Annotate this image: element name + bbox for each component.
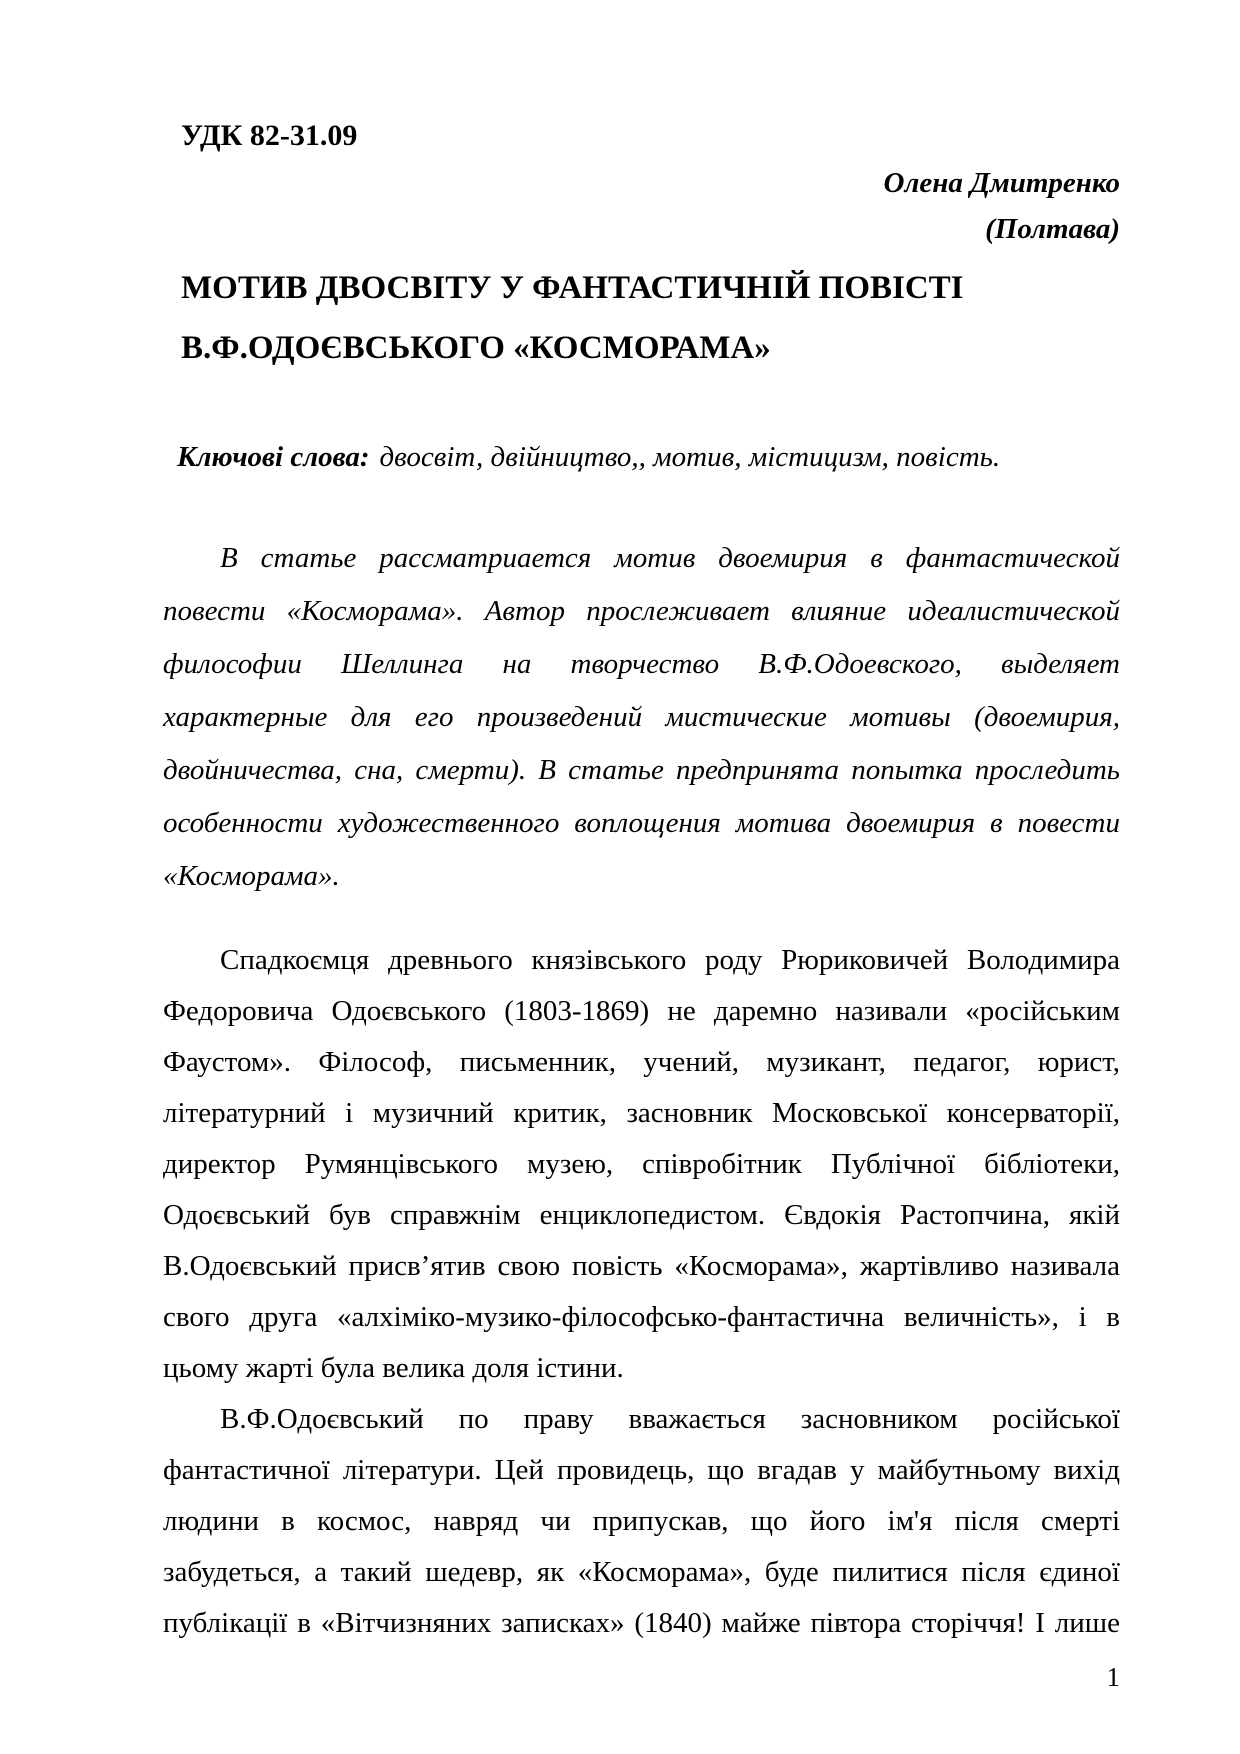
- abstract-paragraph: [163, 532, 1120, 903]
- text-line: публікації в «Вітчизняних записках» (1840) майже півтора сторіччя! І лише: [163, 1607, 1120, 1639]
- text-line: забудеться, а такий шедевр, як «Косморама», буде пилитися після єдиної: [163, 1556, 1120, 1588]
- keywords-text: двосвіт, двійництво,, мотив, містицизм, повість.: [379, 441, 1001, 473]
- text-line: літературний і музичний критик, засновник Московської консерваторії,: [163, 1097, 1120, 1129]
- keywords-line: [163, 434, 1120, 480]
- text-line: повести «Косморама». Автор прослеживает влияние идеалистической: [163, 595, 1120, 627]
- text-line: философии Шеллинга на творчество В.Ф.Одоевского, выделяет: [163, 648, 1120, 680]
- author-name: Олена Дмитренко: [883, 167, 1120, 199]
- text-line: людини в космос, навряд чи припускав, що його ім'я після смерті: [163, 1505, 1120, 1537]
- text-line: Спадкоємця древнього князівського роду Рюриковичей Володимира: [220, 944, 1120, 976]
- text-line: характерные для его произведений мистические мотивы (двоемирия,: [163, 701, 1120, 733]
- text-line: фантастичної літератури. Цей провидець, що вгадав у майбутньому вихід: [163, 1454, 1120, 1486]
- article-title-line-2: В.Ф.ОДОЄВСЬКОГО «КОСМОРАМА»: [181, 330, 771, 366]
- text-line: В статье рассматриается мотив двоемирия в фантастической: [220, 542, 1120, 574]
- text-line: В.Ф.Одоєвський по праву вважається засновником російської: [220, 1403, 1120, 1435]
- text-line: Одоєвський був справжнім енциклопедистом. Євдокія Растопчина, якій: [163, 1199, 1120, 1231]
- text-line: свого друга «алхіміко-музико-філософсько-фантастична величність», і в: [163, 1301, 1120, 1333]
- text-line: директор Румянцівського музею, співробітник Публічної бібліотеки,: [163, 1148, 1120, 1180]
- article-title: [163, 258, 1120, 378]
- article-title-line-1: МОТИВ ДВОСВІТУ У ФАНТАСТИЧНІЙ ПОВІСТІ: [181, 270, 964, 306]
- udc-code: УДК 82-31.09: [181, 119, 358, 152]
- text-line: двойничества, сна, смерти). В статье предпринята попытка проследить: [163, 754, 1120, 786]
- text-line: цьому жарті була велика доля істини.: [163, 1352, 624, 1384]
- author-city: (Полтава): [985, 213, 1120, 245]
- body-paragraph-2: [163, 1394, 1120, 1649]
- text-line: Фаустом». Філософ, письменник, учений, музикант, педагог, юрист,: [163, 1046, 1120, 1078]
- text-line: особенности художественного воплощения мотива двоемирия в повести: [163, 807, 1120, 839]
- text-line: «Косморама».: [163, 860, 340, 892]
- text-line: В.Одоєвський присв’ятив свою повість «Косморама», жартівливо називала: [163, 1250, 1120, 1282]
- text-line: Федоровича Одоєвського (1803-1869) не даремно називали «російським: [163, 995, 1120, 1027]
- body-paragraph-1: [163, 935, 1120, 1394]
- page-number: 1: [1106, 1662, 1120, 1692]
- keywords-label: Ключові слова:: [177, 441, 370, 473]
